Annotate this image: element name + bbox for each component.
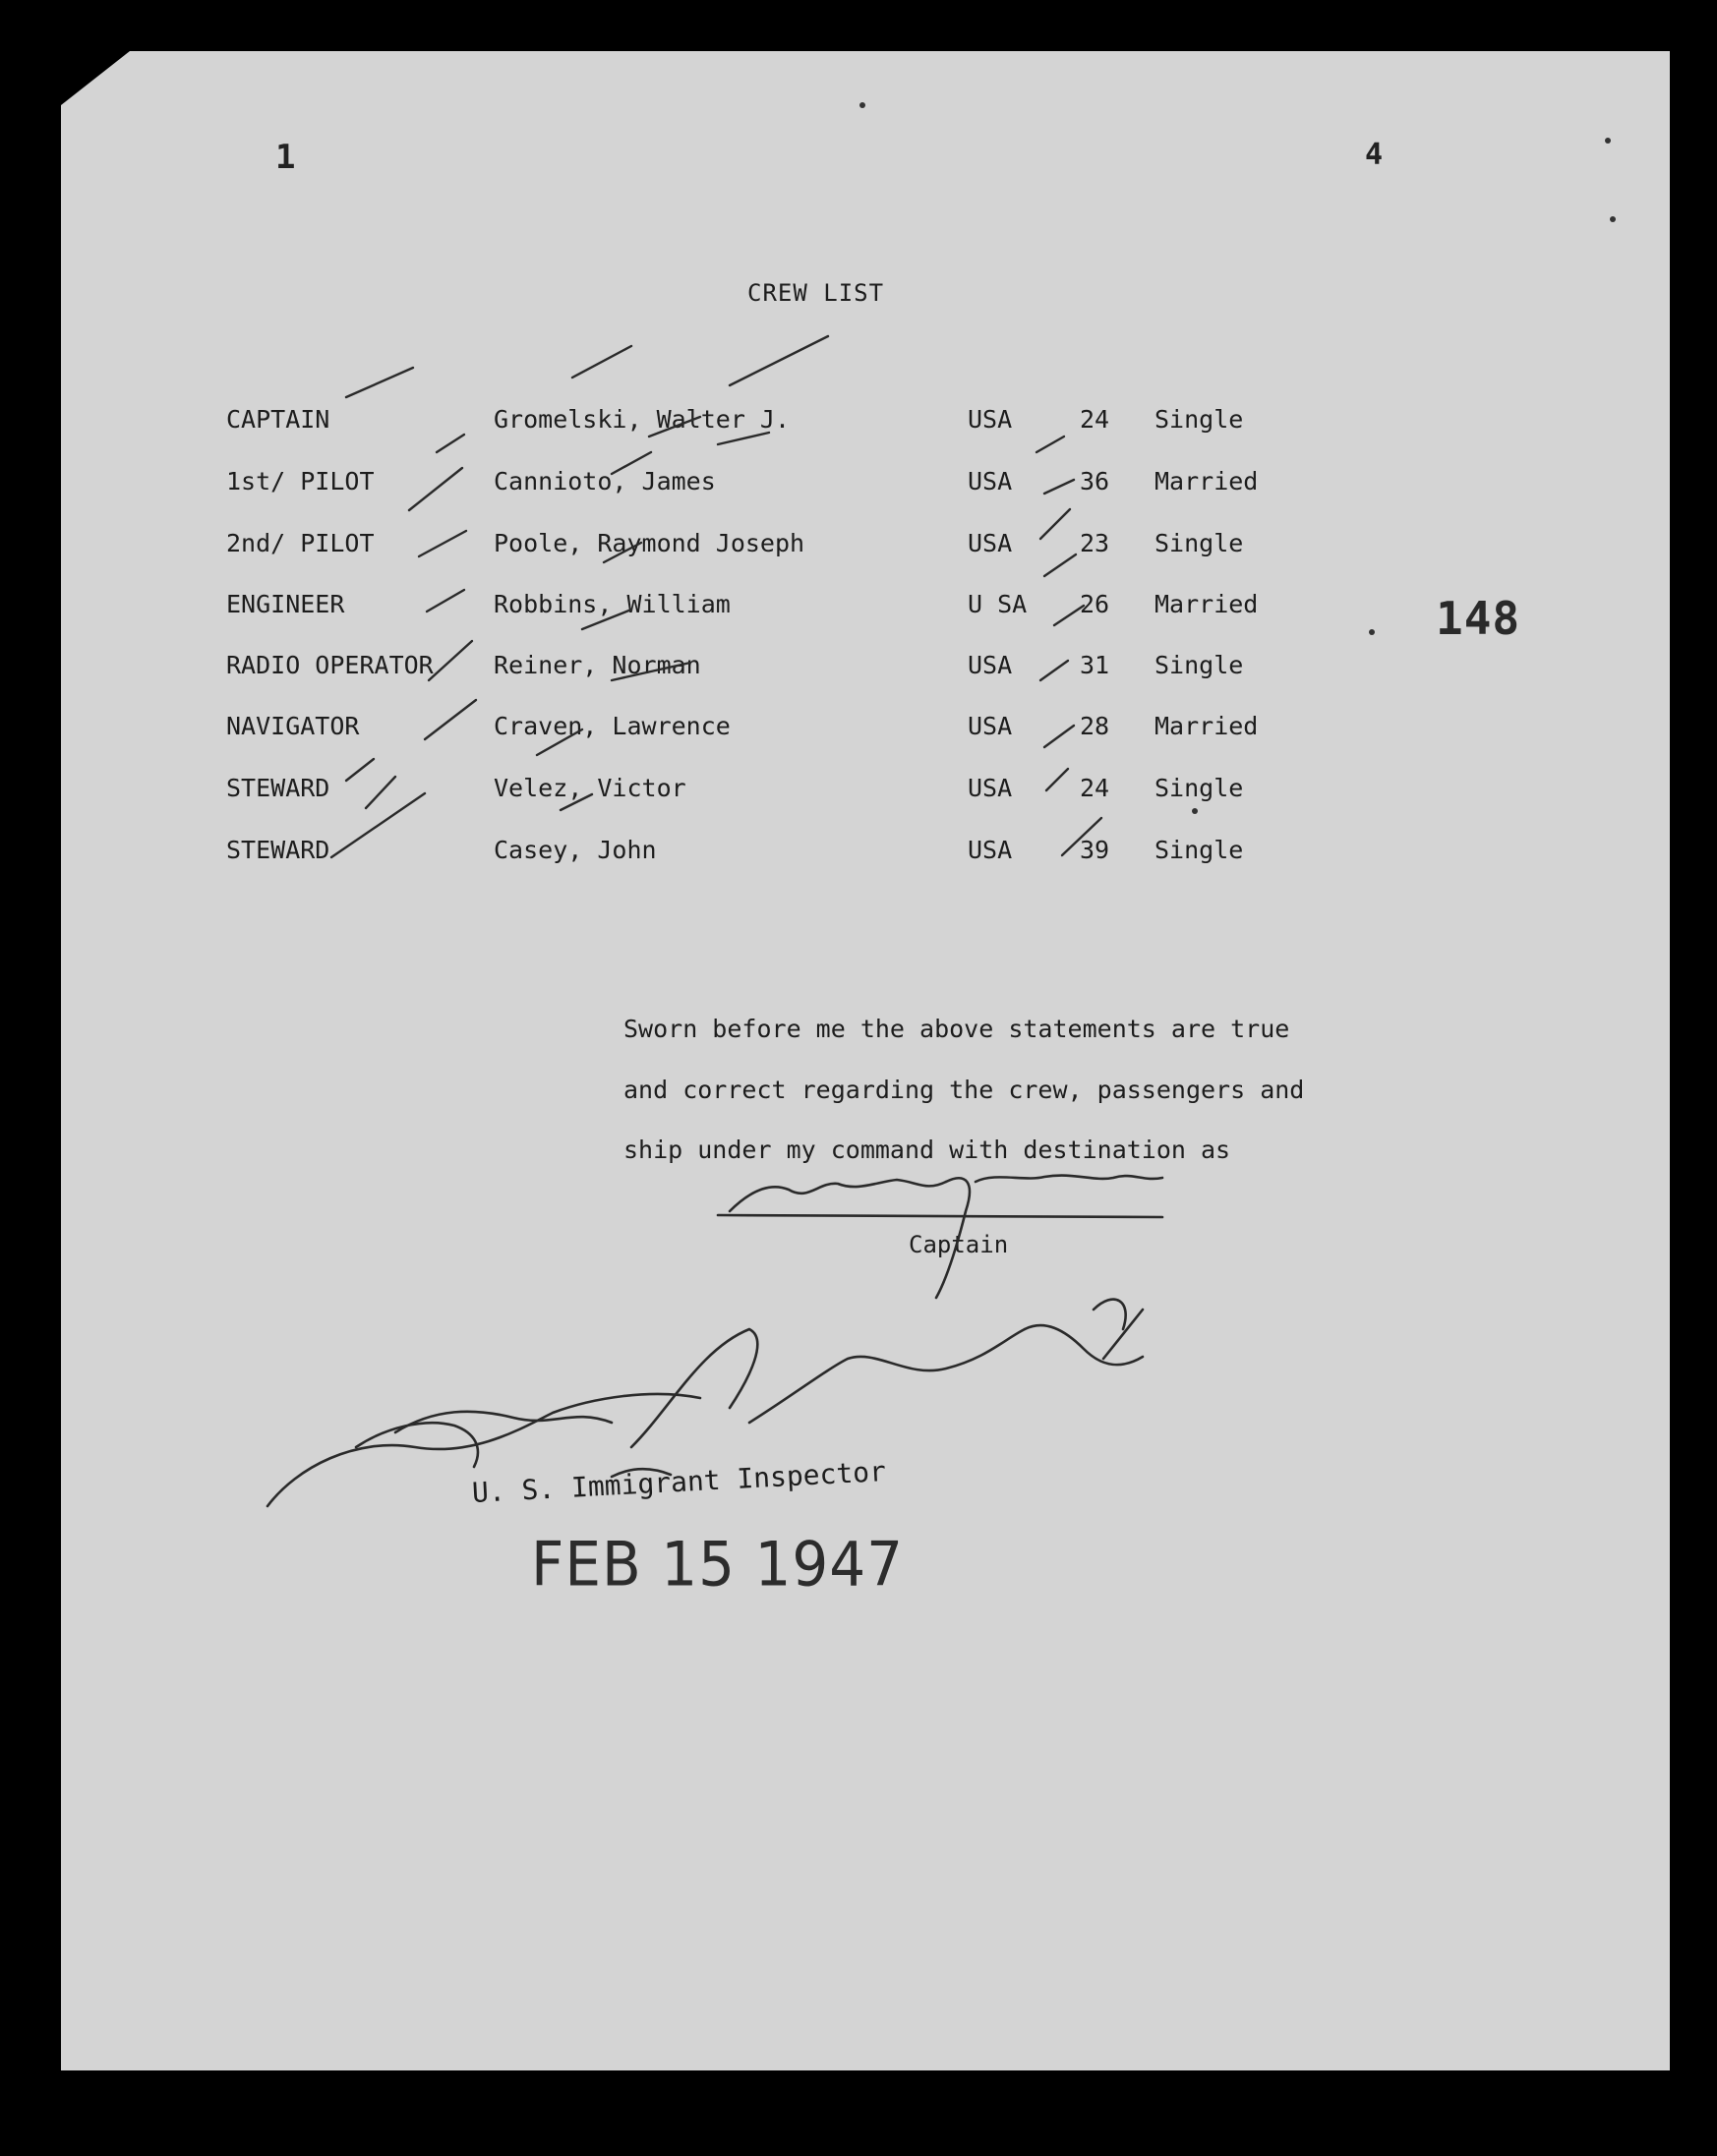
crew-name: Reiner, Norman: [494, 651, 701, 679]
crew-name: Velez, Victor: [494, 774, 686, 802]
crew-age: 23: [1080, 529, 1110, 557]
crew-status: Single: [1155, 405, 1244, 434]
crew-name: Gromelski, Walter J.: [494, 405, 791, 434]
document-page: [61, 51, 1670, 2070]
paper-speck: [1605, 138, 1611, 144]
crew-age: 24: [1080, 405, 1110, 434]
paper-speck: [1610, 216, 1616, 222]
crew-name: Robbins, William: [494, 590, 731, 618]
crew-nationality: USA: [968, 405, 1013, 434]
handwriting-overlay: [61, 51, 1670, 2070]
inspector-signature: [267, 1300, 1143, 1506]
crew-age: 36: [1080, 467, 1110, 495]
paper-speck: [1369, 629, 1375, 635]
crew-nationality: USA: [968, 774, 1013, 802]
crew-position: 2nd/ PILOT: [226, 529, 375, 557]
paper-speck: [1192, 808, 1198, 814]
crew-status: Married: [1155, 590, 1259, 618]
crew-position: ENGINEER: [226, 590, 345, 618]
page-number: 148: [1436, 592, 1521, 645]
oath-line: Sworn before me the above statements are true: [623, 1015, 1290, 1043]
crew-status: Single: [1155, 651, 1244, 679]
crew-position: RADIO OPERATOR: [226, 651, 434, 679]
corner-mark-left: 1: [275, 138, 296, 177]
crew-nationality: USA: [968, 529, 1013, 557]
crew-age: 24: [1080, 774, 1110, 802]
crew-nationality: USA: [968, 712, 1013, 740]
crew-status: Married: [1155, 467, 1259, 495]
crew-name: Casey, John: [494, 836, 657, 864]
crew-status: Single: [1155, 836, 1244, 864]
crew-nationality: U SA: [968, 590, 1028, 618]
crew-age: 28: [1080, 712, 1110, 740]
crew-status: Married: [1155, 712, 1259, 740]
captain-label: Captain: [909, 1231, 1009, 1258]
crew-age: 31: [1080, 651, 1110, 679]
crew-position: 1st/ PILOT: [226, 467, 375, 495]
paper-speck: [859, 102, 865, 108]
crew-position: STEWARD: [226, 774, 330, 802]
crew-nationality: USA: [968, 651, 1013, 679]
crew-position: STEWARD: [226, 836, 330, 864]
document-title: CREW LIST: [747, 279, 885, 307]
crew-nationality: USA: [968, 467, 1013, 495]
oath-line: and correct regarding the crew, passengers and: [623, 1076, 1305, 1104]
crew-position: NAVIGATOR: [226, 712, 360, 740]
date-stamp: FEB 15 1947: [531, 1528, 905, 1601]
check-marks: [331, 336, 1101, 857]
crew-nationality: USA: [968, 836, 1013, 864]
crew-name: Poole, Raymond Joseph: [494, 529, 805, 557]
crew-name: Craven, Lawrence: [494, 712, 731, 740]
crew-age: 26: [1080, 590, 1110, 618]
crew-status: Single: [1155, 529, 1244, 557]
crew-position: CAPTAIN: [226, 405, 330, 434]
crew-age: 39: [1080, 836, 1110, 864]
corner-mark-right: 4: [1365, 138, 1384, 172]
oath-line: ship under my command with destination as: [623, 1136, 1231, 1164]
captain-signature: [718, 1176, 1162, 1298]
crew-name: Cannioto, James: [494, 467, 716, 495]
inspector-label: U. S. Immigrant Inspector: [471, 1454, 887, 1509]
crew-status: Single: [1155, 774, 1244, 802]
